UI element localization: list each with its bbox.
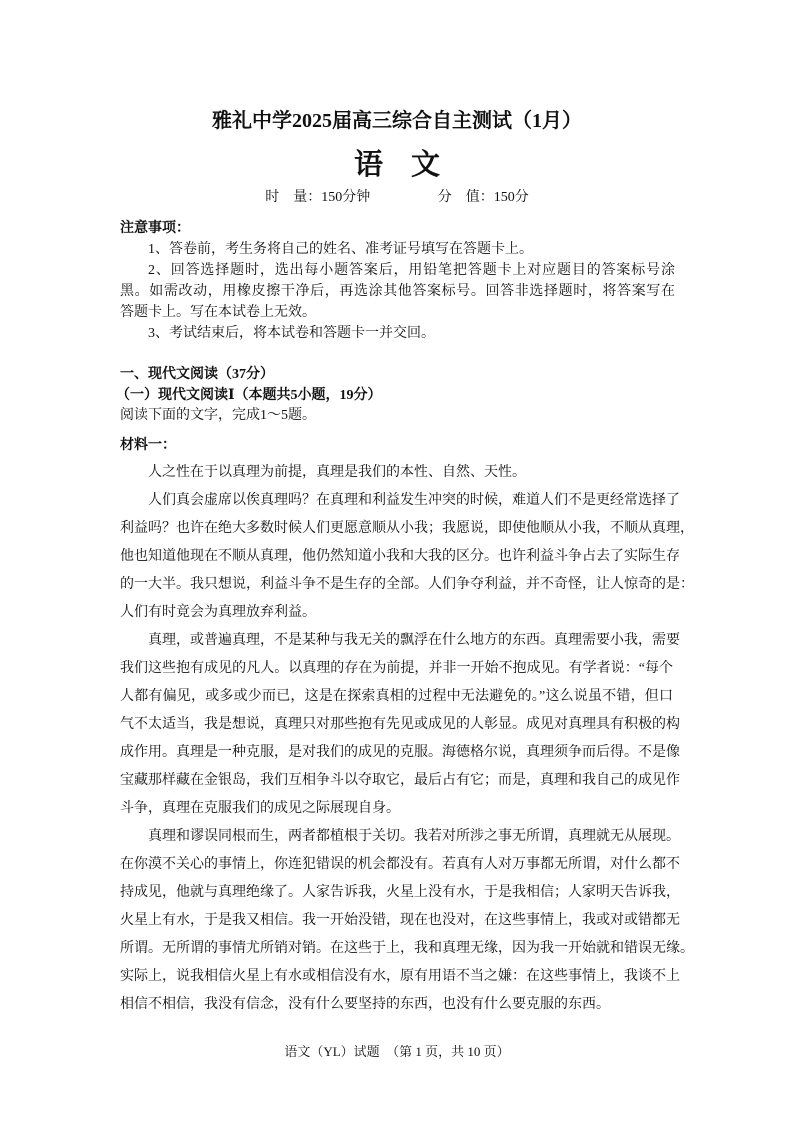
section-heading: 一、现代文阅读（37分） — [120, 367, 274, 382]
material-paragraph — [120, 823, 694, 1019]
paragraph-line: 人们有时竟会为真理放弃利益。 — [120, 605, 316, 620]
paragraph-line: 所谓。无所谓的事情尤所销对销。在这些于上，我和真理无缘，因为我一开始就和错误无缘。 — [120, 941, 694, 956]
subsection-heading: （一）现代文阅读Ⅰ（本题共5小题，19分） — [116, 388, 382, 403]
exam-title: 雅礼中学2025届高三综合自主测试（1月） — [212, 110, 582, 132]
paragraph-line: 成作用。真理是一种克服，是对我们的成见的克服。海德格尔说，真理须争而后得。不是像 — [120, 745, 680, 760]
notes-item — [120, 260, 675, 323]
notes-item — [120, 323, 675, 344]
paragraph-line: 相信不相信，我没有信念，没有什么要坚持的东西，也没有什么要克服的东西。 — [120, 997, 610, 1012]
material-label: 材料一： — [120, 438, 176, 453]
material-paragraph — [120, 459, 673, 487]
subject-title: 语文 — [353, 149, 468, 181]
paragraph-line: 我们这些抱有成见的凡人。以真理的存在为前提，并非一开始不抱成见。有学者说：“每个 — [120, 661, 673, 676]
notes-item-line: 2、回答选择题时，选出每小题答案后，用铅笔把答题卡上对应题目的答案标号涂 — [148, 263, 675, 278]
paragraph-line: 他也知道他现在不顺从真理，他仍然知道小我和大我的区分。也许利益斗争占去了实际生存 — [120, 549, 680, 564]
paragraph-line: 实际上，说我相信火星上有水或相信没有水，原有用语不当之嫌：在这些事情上，我谈不上 — [120, 969, 680, 984]
total-score: 分 值：150分 — [437, 190, 529, 205]
notes-heading: 注意事项： — [120, 221, 190, 236]
reading-instruction: 阅读下面的文字，完成1～5题。 — [120, 408, 316, 423]
paragraph-line: 持成见，他就与真理绝缘了。人家告诉我，火星上没有水，于是我相信；人家明天告诉我， — [120, 885, 680, 900]
paragraph-line: 气不太适当，我是想说，真理只对那些抱有先见或成见的人彰显。成见对真理具有积极的构 — [120, 717, 680, 732]
notes-item-line: 黑。如需改动，用橡皮擦干净后，再选涂其他答案标号。回答非选择题时，将答案写在 — [120, 284, 675, 299]
paragraph-line: 火星上有水，于是我又相信。我一开始没错，现在也没对，在这些事情上，我或对或错都无 — [120, 913, 680, 928]
notes-item — [120, 239, 675, 260]
paragraph-line: 真理，或普遍真理，不是某种与我无关的飘浮在什么地方的东西。真理需要小我，需要 — [148, 633, 680, 648]
paragraph-line: 人都有偏见，或多或少而已，这是在探索真相的过程中无法避免的。”这么说虽不错，但口 — [120, 689, 673, 704]
paragraph-line: 人之性在于以真理为前提，真理是我们的本性、自然、天性。 — [148, 465, 526, 480]
notes-item-line: 1、答卷前，考生务将自己的姓名、准考证号填写在答题卡上。 — [148, 242, 533, 257]
paragraph-line: 真理和谬误同根而生，两者都植根于关切。我若对所涉之事无所谓，真理就无从展现。 — [148, 829, 680, 844]
notes-block — [120, 218, 675, 344]
notes-item-line: 答题卡上。写在本试卷上无效。 — [120, 305, 316, 320]
material-text — [120, 459, 694, 1019]
page-footer: 语文（YL）试题 （第 1 页，共 10 页） — [284, 1044, 510, 1059]
time-limit: 时 量：150分钟 — [265, 190, 371, 205]
material-paragraph — [120, 487, 694, 627]
paragraph-line: 斗争，真理在克服我们的成见之际展现自身。 — [120, 801, 400, 816]
paragraph-line: 在你漠不关心的事情上，你连犯错误的机会都没有。若真有人对万事都无所谓，对什么都不 — [120, 857, 680, 872]
paragraph-line: 人们真会虚席以俟真理吗？在真理和利益发生冲突的时候，难道人们不是更经常选择了 — [148, 493, 680, 508]
paragraph-line: 的一大半。我只想说，利益斗争不是生存的全部。人们争夺利益，并不奇怪，让人惊奇的是： — [120, 577, 694, 592]
material-paragraph — [120, 627, 680, 823]
paragraph-line: 宝藏那样藏在金银岛，我们互相争斗以夺取它，最后占有它；而是，真理和我自己的成见作 — [120, 773, 680, 788]
exam-meta — [0, 186, 794, 206]
notes-list — [120, 239, 675, 344]
notes-item-line: 3、考试结束后，将本试卷和答题卡一并交回。 — [148, 326, 435, 341]
paragraph-line: 利益吗？也许在绝大多数时候人们更愿意顺从小我；我愿说，即使他顺从小我，不顺从真理， — [120, 521, 694, 536]
